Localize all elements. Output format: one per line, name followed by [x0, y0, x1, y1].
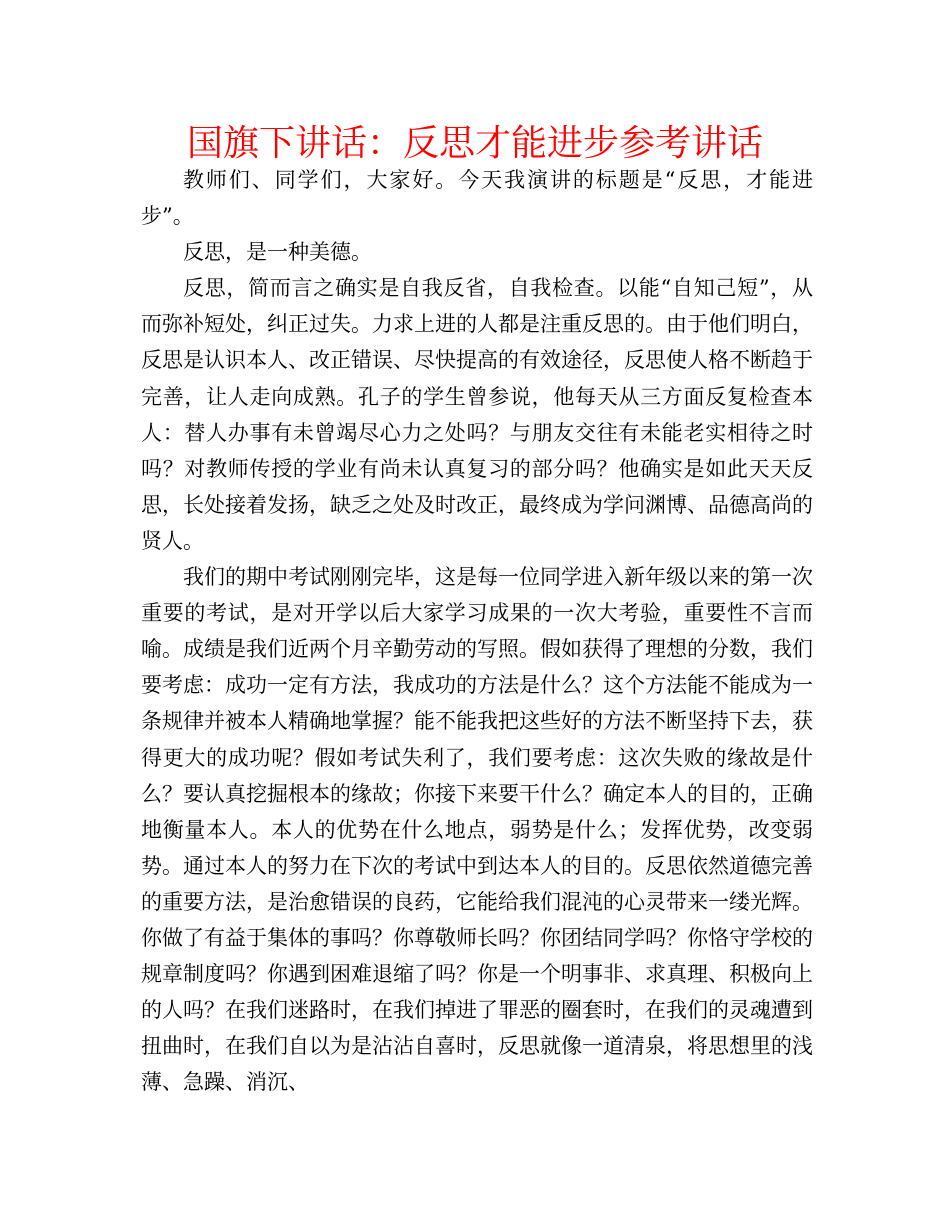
paragraph-greeting: 教师们、同学们，大家好。今天我演讲的标题是“反思，才能进步”。: [141, 168, 813, 229]
document-title: 国旗下讲话：反思才能进步参考讲话: [186, 123, 763, 164]
paragraph-virtue: 反思，是一种美德。: [183, 240, 372, 265]
paragraph-definition: 反思，简而言之确实是自我反省，自我检查。以能“自知己短”，从而弥补短处，纠正过失。力求上进的人都是注重反思的。由于他们明白，反思是认识本人、改正错误、尽快提高的有效途径，反思使人格不断趋于完善，让人走向成熟。孔子的学生曾参说，他每天从三方面反复检查本人：替人办事有未曾竭尽心力之处吗？与朋友交往有未能老实相待之时吗？对教师传授的学业有尚未认真复习的部分吗？他确实是如此天天反思，长处接着发扬，缺乏之处及时改正，最终成为学问渊博、品德高尚的贤人。: [141, 276, 813, 553]
paragraph-exam: 我们的期中考试刚刚完毕，这是每一位同学进入新年级以来的第一次重要的考试，是对开学以后大家学习成果的一次大考验，重要性不言而喻。成绩是我们近两个月辛勤劳动的写照。假如获得了理想的分数，我们要考虑：成功一定有方法，我成功的方法是什么？这个方法能不能成为一条规律并被本人精确地掌握？能不能我把这些好的方法不断坚持下去，获得更大的成功呢？假如考试失利了，我们要考虑：这次失败的缘故是什么？要认真挖掘根本的缘故；你接下来要干什么？确定本人的目的，正确地衡量本人。本人的优势在什么地点，弱势是什么；发挥优势，改变弱势。通过本人的努力在下次的考试中到达本人的目的。反思依然道德完善的重要方法，是治愈错误的良药，它能给我们混沌的心灵带来一缕光辉。你做了有益于集体的事吗？你尊敬师长吗？你团结同学吗？你恪守学校的规章制度吗？你遇到困难退缩了吗？你是一个明事非、求真理、积极向上的人吗？在我们迷路时，在我们掉进了罪恶的圈套时，在我们的灵魂遭到扭曲时，在我们自以为是沾沾自喜时，反思就像一道清泉，将思想里的浅薄、急躁、消沉、: [141, 565, 813, 1095]
document-body: [141, 162, 813, 1100]
